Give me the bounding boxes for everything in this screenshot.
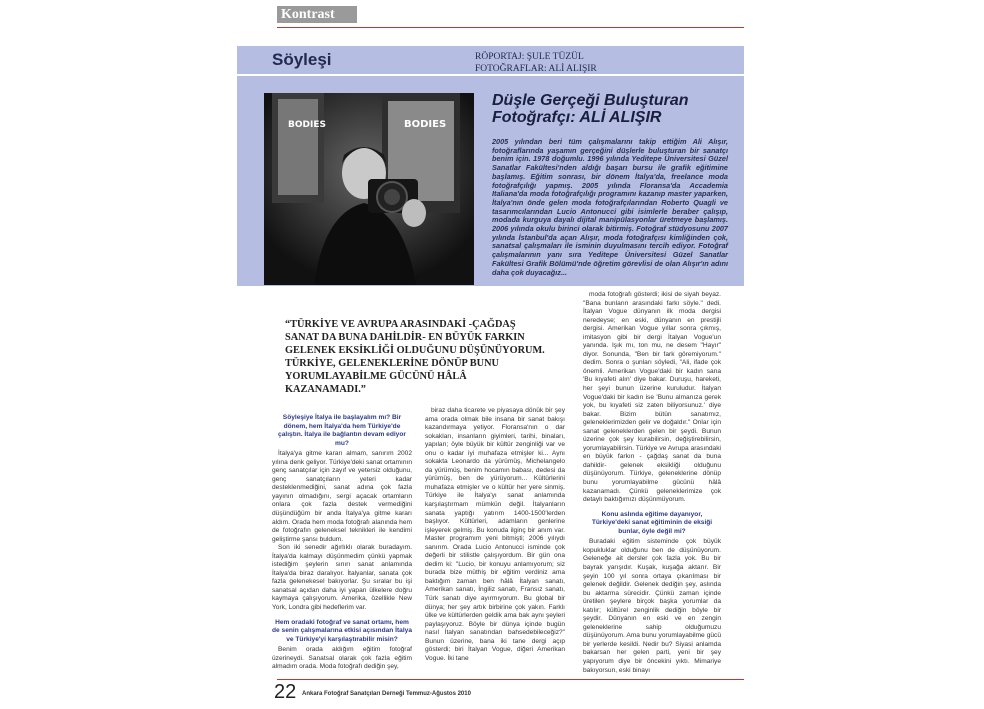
answer-paragraph: Son iki senedir ağırlıklı olarak buradayım. İtalya'da kalmayı düşünmedim çünkü yapmak istediğim şeylerin sınırı sanat anlamında İtalya'da biraz daralıyor. İtalyanlar, sanata çok fazla gelenekesel bakıyorlar. Şu sıralar bu işi sanatsal açıdan daha iyi yapan ülkelere doğru kaymaya çalışıyorum. Amerika, özellikle New York, Londra gibi hedeflerim var. — [272, 544, 412, 612]
page-number: 22 — [274, 681, 297, 703]
credits — [475, 51, 597, 75]
answer-paragraph: İtalya'ya gitme kararı almam, sanırım 2002 yılına denk geliyor. Türkiye'deki sanat ortamının genç sanatçılar için zayıf ve yetersiz olduğunu, genç sanatçıların yeteri kadar desteklenmediğini, sanat adına çok fazla yayının olmadığını, sergi açacak ortamların onlara çok fazla destek vermediğini düşündüğüm bir anda İtalya'ya gitme kararı aldım. Orada hem moda fotoğrafı alanında hem de fotoğrafın geleneksel teknikleri ile kendimi geliştirme şansı buldum. — [272, 450, 412, 543]
answer-paragraph: biraz daha ticarete ve piyasaya dönük bir şey ama orada olmak bile insana bir sanat bakışı kazandırmaya yetiyor. Floransa'nın o dar sokakları, insanların giyimleri, tarihi, binaları, yapıları; öyle büyük bir kültür zenginliği var ve onu o kadar iyi muhafaza etmişler ki... Aynı sokakta Leonardo da yürümüş, Michelangelo da yürümüş, benim hocamın babası, dedesi da yürümüş, ben de yürüyorum... Kültürlerini muhafaza etmişler ve o kültür her yere sinmiş. Türkiye ile İtalya'yı sanat anlamında karşılaştırmam mümkün değil. İtalyanların sanata yaptığı yatırım 1400-1500'lerden başlıyor. Kültürleri, adamların genlerine işleyerek gelmiş. Bu konuda ilginç bir anım var. Master programım yeni bitmişti; 2006 yılıydı sanırım. Orada Lucio Antonucci isminde çok değerli bir stilistle çalışıyordum. Bir gün ona dedim ki: "Lucio, bir konuyu anlamıyorum; siz burada bize müthiş bir eğitim verdiniz ama baktığım zaman ben hâlâ İtalyan sanatı, Amerikan sanatı, İngiliz sanatı, Fransız sanatı, Türk sanatı diye ayırmıyorum. Bu global bir dünya; her şey artık birbirine çok yakın. Farklı ülke ve kültürlerden geldik ama bak aynı şeyleri paylaşıyoruz. Böyle bir dünya içinde bugün nasıl İtalyan sanatından bahsedebileceğiz?" Bunun üzerine, bana iki tane dergi açıp gösterdi; biri İtalyan Vogue, diğeri Amerikan Vogue. İki tane — [425, 407, 565, 662]
bottom-rule — [277, 679, 744, 680]
text-column-1 — [272, 408, 412, 672]
storefront-sign-left: BODIES — [288, 120, 326, 130]
storefront-sign-right: BODIES — [404, 119, 447, 130]
interview-question: Söyleşiye İtalya ile başlayalım mı? Bir dönem, hem İtalya'da hem Türkiye'de çalıştın. İtalya ile bağlantın devam ediyor mu? — [278, 414, 406, 447]
article-title: Düşle Gerçeği Buluşturan Fotoğrafçı: ALİ ALIŞIR — [492, 92, 689, 126]
interview-question: Hem oradaki fotoğraf ve sanat ortamı, hem de senin çalışmalarına etkisi açısından İtalya ve Türkiye'yi karşılaştırabilir misin? — [272, 618, 413, 643]
pull-quote: “TÜRKİYE VE AVRUPA ARASINDAKİ -ÇAĞDAŞ SANAT DA BUNA DAHİLDİR- EN BÜYÜK FARKIN GELENEK EKSİKLİĞİ OLDUĞUNU DÜŞÜNÜYORUM. TÜRKİYE, GELENEKLERİNE DÖNÜP BUNU YORUMLAYABİLME GÜCÜNÜ HÂLÂ KAZANAMADI.” — [285, 319, 545, 395]
answer-paragraph: moda fotoğrafı gösterdi; ikisi de siyah beyaz. "Bana bunların arasındaki farkı söyle." dedi. İtalyan Vogue dünyanın ilk moda dergisi neredeyse; en eski, dünyanın en prestijli dergisi. Amerikan Vogue yıllar sonra çıkmış, imitasyon gibi bir dergi İtalyan Vogue'un yanında. Işık mı, ton mu, ne desem "Hayır" diyor. Sonunda, "Ben bir fark göremiyorum." dedim. Sonra o şunları söyledi, "Ali, ifade çok önemli. Amerikan Vogue'daki bir kadın sana 'Bu kıyafeti alın' diye bakar. Duruşu, hareketi, her şeyi bunun üzerine kuruludur. İtalyan Vogue'daki bir kadın ise 'Bunu almanıza gerek yok, bu kıyafeti siz zaten biliyorsunuz.' diye bakar. Bizim bütün sanatımız, geleneklerimizden gelir ve doğaldır." Onlar için sanat geleneklerden gelen bir şeydi. Bunun üzerine çok şey kurabilirsin, değiştirebilirsin, yorumlayabilirsin. Türkiye ve Avrupa arasındaki en büyük farkın - çağdaş sanat da buna dahildir- gelenek eksikliği olduğunu düşünüyorum. Türkiye, geleneklerine dönüp bunu yorumlayabilme gücünü hâlâ kazanamadı. Çünkü geleneklerimize çok detaylı baktığımızı düşünmüyorum. — [583, 291, 721, 504]
top-rule — [277, 27, 744, 28]
photo-credit: FOTOĞRAFLAR: ALİ ALIŞIR — [475, 64, 597, 74]
section-tab: Kontrast — [277, 6, 357, 23]
text-column-2 — [425, 407, 565, 663]
footer-text: Ankara Fotoğraf Sanatçıları Derneği Temmuz-Ağustos 2010 — [302, 691, 471, 697]
interview-credit: RÖPORTAJ: ŞULE TÜZÜL — [475, 52, 584, 62]
portrait-illustration — [264, 93, 474, 285]
section-kicker: Söyleşi — [272, 50, 332, 69]
portrait-photo — [264, 93, 474, 285]
answer-paragraph: Benim orada aldığım eğitim fotoğraf üzerineydi. Sanatsal olarak çok fazla eğitim almadım orada. Moda fotoğrafı dediğin şey, — [272, 646, 412, 671]
text-column-3 — [583, 291, 721, 675]
article-intro: 2005 yılından beri tüm çalışmalarını takip ettiğim Ali Alışır, fotoğraflarında yaşamın gerçeğini düşlerle buluşturan bir sanatçı benim için. 1978 doğumlu. 1996 yılında Yeditepe Üniversitesi Güzel Sanatlar Fakültesi'nden aldığı başarı bursu ile grafik eğitimine başlamış. Eğitim sonrası, bir dönem İtalya'da, freelance moda fotoğrafçılığı yapmış. 2005 yılında Floransa'da Accademia Italiana'da moda fotoğrafçılığı programını kazanıp master yaparken, İtalya'nın önde gelen moda fotoğrafçılarından Roberto Quagli ve tasarımcılarından Lucio Antonucci gibi isimlerle beraber çalışıp, modada kurguya dayalı dijital manipülasyonlar üretmeye başlamış. 2006 yılında okulu birinci olarak bitirmiş. Fotoğraf stüdyosunu 2007 yılında İstanbul'da açan Alışır, moda fotoğrafçısı kimliğinden çok, sanatsal çalışmaları ile isminin duyulmasını tercih ediyor. Fotoğraf çalışmalarının yanı sıra Yeditepe Üniversitesi Güzel Sanatlar Fakültesi Grafik Bölümü'nde öğretim görevlisi de olan Alışır'ın adını daha çok duyacağız... — [492, 137, 728, 277]
interview-question: Konu aslında eğitime dayanıyor, Türkiye'deki sanat eğitiminin de eksiği bunlar, öyle değil mi? — [591, 510, 713, 535]
answer-paragraph: Buradaki eğitim sisteminde çok büyük kopukluklar olduğunu ben de düşünüyorum. Geleneğe ait dersler çok fazla yok. Bu bir bayrak yarışıdır. Kuşak, kuşağa aktarır. Bir şeyin 100 yıl sonra ortaya çıkarılması bir gelenek değildir. Gelenek dediğin şey, aslında bu aktarma sürecidir. Çünkü zaman içinde üretilen şeylere birçok başka yorumlar da katılır; kültürel zenginlik dediğin böyle bir şeydir. Dünyanın en eski ve en zengin geleneklerine sahip olduğumuzu düşünüyorum. Ama bunu yorumlayabilme gücü bir yerlerde kesildi. Nedir bu? Siyasi anlamda bakarsan her gelen parti, yeni bir şey yapıyorum diye bir öncekini yıktı. Mimariye bakıyorsun, eski binayı — [583, 538, 721, 674]
